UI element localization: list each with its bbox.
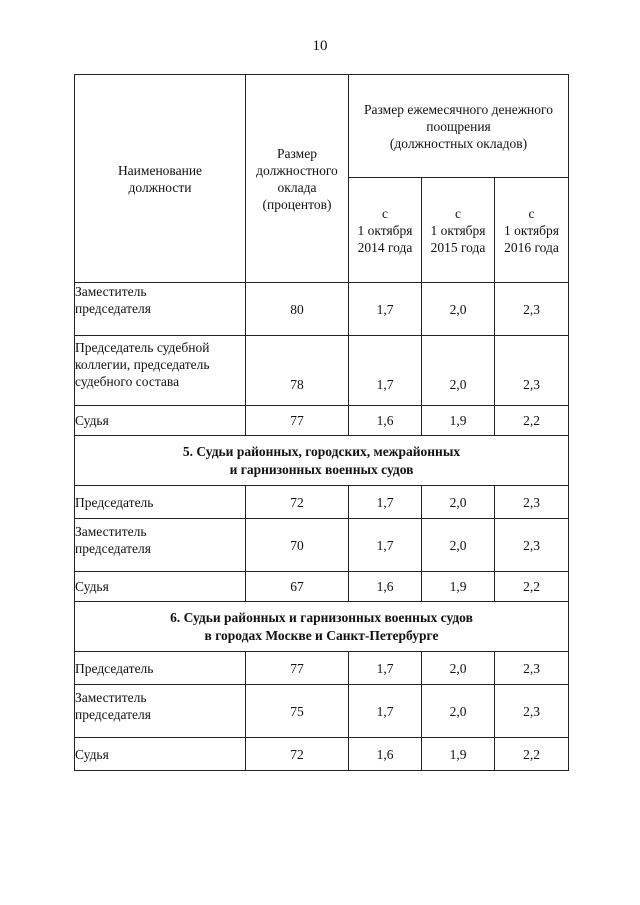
bonus-2016: 2,2 [495, 406, 569, 436]
column-header-year-2014: с 1 октября 2014 года [349, 178, 422, 283]
table-row [75, 283, 569, 336]
column-header-position: Наименование должности [75, 75, 246, 283]
table-header-row [75, 75, 569, 178]
column-header-year-2015: с 1 октября 2015 года [422, 178, 495, 283]
bonus-2015: 1,9 [422, 406, 495, 436]
bonus-2014: 1,7 [349, 336, 422, 406]
position-name: Судья [75, 572, 246, 602]
bonus-2015: 2,0 [422, 486, 495, 519]
bonus-2014: 1,7 [349, 519, 422, 572]
page-number: 10 [312, 38, 328, 54]
column-header-year-2016: с 1 октября 2016 года [495, 178, 569, 283]
bonus-2015: 2,0 [422, 685, 495, 738]
bonus-2014: 1,6 [349, 406, 422, 436]
table-row [75, 572, 569, 602]
column-header-monthly-bonus: Размер ежемесячного денежного поощрения (должностных окладов) [349, 75, 569, 178]
bonus-2016: 2,3 [495, 652, 569, 685]
bonus-2015: 2,0 [422, 336, 495, 406]
bonus-2016: 2,3 [495, 685, 569, 738]
bonus-2016: 2,3 [495, 336, 569, 406]
salary-percent: 77 [246, 406, 349, 436]
bonus-2016: 2,3 [495, 519, 569, 572]
position-name: Председатель судебной коллегии, председатель судебного состава [75, 336, 246, 406]
bonus-2014: 1,6 [349, 572, 422, 602]
bonus-2015: 2,0 [422, 519, 495, 572]
section-title: 5. Судьи районных, городских, межрайонных и гарнизонных военных судов [75, 436, 569, 486]
position-name: Судья [75, 406, 246, 436]
section-row [75, 602, 569, 652]
bonus-2014: 1,6 [349, 738, 422, 771]
salary-percent: 80 [246, 283, 349, 336]
position-name: Судья [75, 738, 246, 771]
position-name: Председатель [75, 486, 246, 519]
salary-percent: 78 [246, 336, 349, 406]
position-name: Заместитель председателя [75, 283, 246, 336]
bonus-2016: 2,2 [495, 738, 569, 771]
bonus-2015: 1,9 [422, 738, 495, 771]
bonus-2014: 1,7 [349, 685, 422, 738]
position-name: Заместитель председателя [75, 685, 246, 738]
salary-percent: 72 [246, 486, 349, 519]
bonus-2015: 1,9 [422, 572, 495, 602]
section-row [75, 436, 569, 486]
table-row [75, 486, 569, 519]
column-header-salary-percent: Размер должностного оклада (процентов) [246, 75, 349, 283]
bonus-2016: 2,2 [495, 572, 569, 602]
table-row [75, 685, 569, 738]
table-row [75, 519, 569, 572]
salary-percent: 77 [246, 652, 349, 685]
bonus-2015: 2,0 [422, 283, 495, 336]
bonus-2014: 1,7 [349, 283, 422, 336]
position-name: Заместитель председателя [75, 519, 246, 572]
table-row [75, 652, 569, 685]
bonus-2015: 2,0 [422, 652, 495, 685]
bonus-2014: 1,7 [349, 486, 422, 519]
table-row [75, 406, 569, 436]
bonus-2014: 1,7 [349, 652, 422, 685]
salary-percent: 67 [246, 572, 349, 602]
salary-table [74, 74, 569, 771]
bonus-2016: 2,3 [495, 283, 569, 336]
salary-percent: 72 [246, 738, 349, 771]
table-row [75, 336, 569, 406]
salary-percent: 70 [246, 519, 349, 572]
table-row [75, 738, 569, 771]
salary-percent: 75 [246, 685, 349, 738]
bonus-2016: 2,3 [495, 486, 569, 519]
section-title: 6. Судьи районных и гарнизонных военных судов в городах Москве и Санкт-Петербурге [75, 602, 569, 652]
position-name: Председатель [75, 652, 246, 685]
